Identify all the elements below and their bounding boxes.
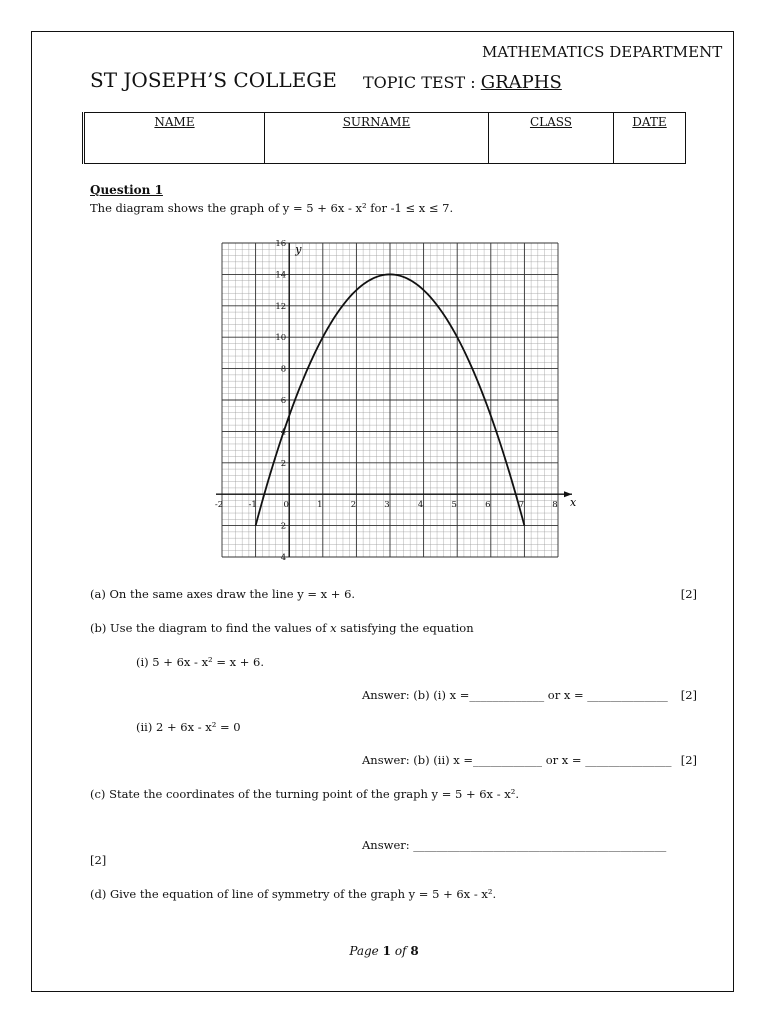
part-b-i-answer-line[interactable]: Answer: (b) (i) x =_____________ or x = ______________ [362,688,668,702]
y-axis-label: y [295,243,302,256]
y-tick-label: 6 [280,396,287,406]
class-header: CLASS [529,115,573,129]
surname-header: SURNAME [342,115,411,129]
topic-prefix: TOPIC TEST : [363,73,481,92]
part-d-text: (d) Give the equation of line of symmetry of the graph y = 5 + 6x - x². [90,887,497,901]
major-grid [222,243,558,557]
x-tick-label: 8 [552,500,558,511]
part-b-ii-answer-line[interactable]: Answer: (b) (ii) x =____________ or x = _______________ [362,753,672,767]
part-c-marks: [2] [90,853,107,867]
part-b-text-after: satisfying the equation [336,621,474,635]
y-tick-label: 12 [275,301,287,312]
x-tick-label: 4 [417,500,424,511]
name-field[interactable] [84,113,265,164]
page-footer [0,944,768,958]
part-a-marks: [2] [680,587,697,601]
page-label: Page [349,944,379,958]
x-axis-label: x [570,496,577,510]
x-tick-label: 0 [283,500,289,511]
college-name: ST JOSEPH’S COLLEGE [90,68,337,92]
department-title: MATHEMATICS DEPARTMENT [482,43,723,61]
x-tick-label: 1 [317,500,323,511]
x-tick-label: 5 [451,500,457,511]
student-details-table [82,112,686,164]
y-tick-label: 16 [275,240,287,249]
y-tick-label: 10 [275,333,287,344]
part-b-i-marks: [2] [680,688,697,702]
part-b-i-equation: (i) 5 + 6x - x² = x + 6. [136,655,265,669]
y-tick-label: 14 [275,270,287,281]
part-b-ii-marks: [2] [680,753,697,767]
surname-field[interactable] [265,113,489,164]
topic-name: GRAPHS [480,72,562,93]
x-tick-label: -1 [248,500,257,511]
page-number: 1 [382,944,391,958]
x-tick-label: 3 [384,500,390,511]
x-tick-label: 7 [518,500,525,511]
of-label: of [394,944,407,958]
x-tick-label: 6 [485,500,491,511]
question-title: Question 1 [90,183,163,197]
part-b-text-before: (b) Use the diagram to find the values of [90,621,331,635]
part-b-text [90,621,474,635]
y-tick-label: 4 [280,427,287,438]
x-tick-label: -2 [214,500,224,511]
part-b-ii-equation: (ii) 2 + 6x - x² = 0 [136,720,241,734]
parabola-graph [214,240,589,560]
y-tick-label: 4 [280,553,287,560]
page-total: 8 [410,944,419,958]
x-tick-label: 2 [350,500,357,511]
y-tick-label: 8 [280,364,287,375]
y-tick-label: 2 [280,521,287,532]
name-header: NAME [154,115,195,129]
date-header: DATE [632,115,667,129]
y-tick-label: 2 [280,458,287,469]
question-intro: The diagram shows the graph of y = 5 + 6x - x² for -1 ≤ x ≤ 7. [90,201,454,215]
part-b-variable: x [330,621,337,635]
part-c-answer-line[interactable]: Answer: ____________________________________________ [362,838,667,852]
part-a-text: (a) On the same axes draw the line y = x + 6. [90,587,356,601]
topic-heading [363,72,562,93]
date-field[interactable] [614,113,686,164]
part-c-text: (c) State the coordinates of the turning point of the graph y = 5 + 6x - x². [90,787,519,801]
class-field[interactable] [489,113,614,164]
